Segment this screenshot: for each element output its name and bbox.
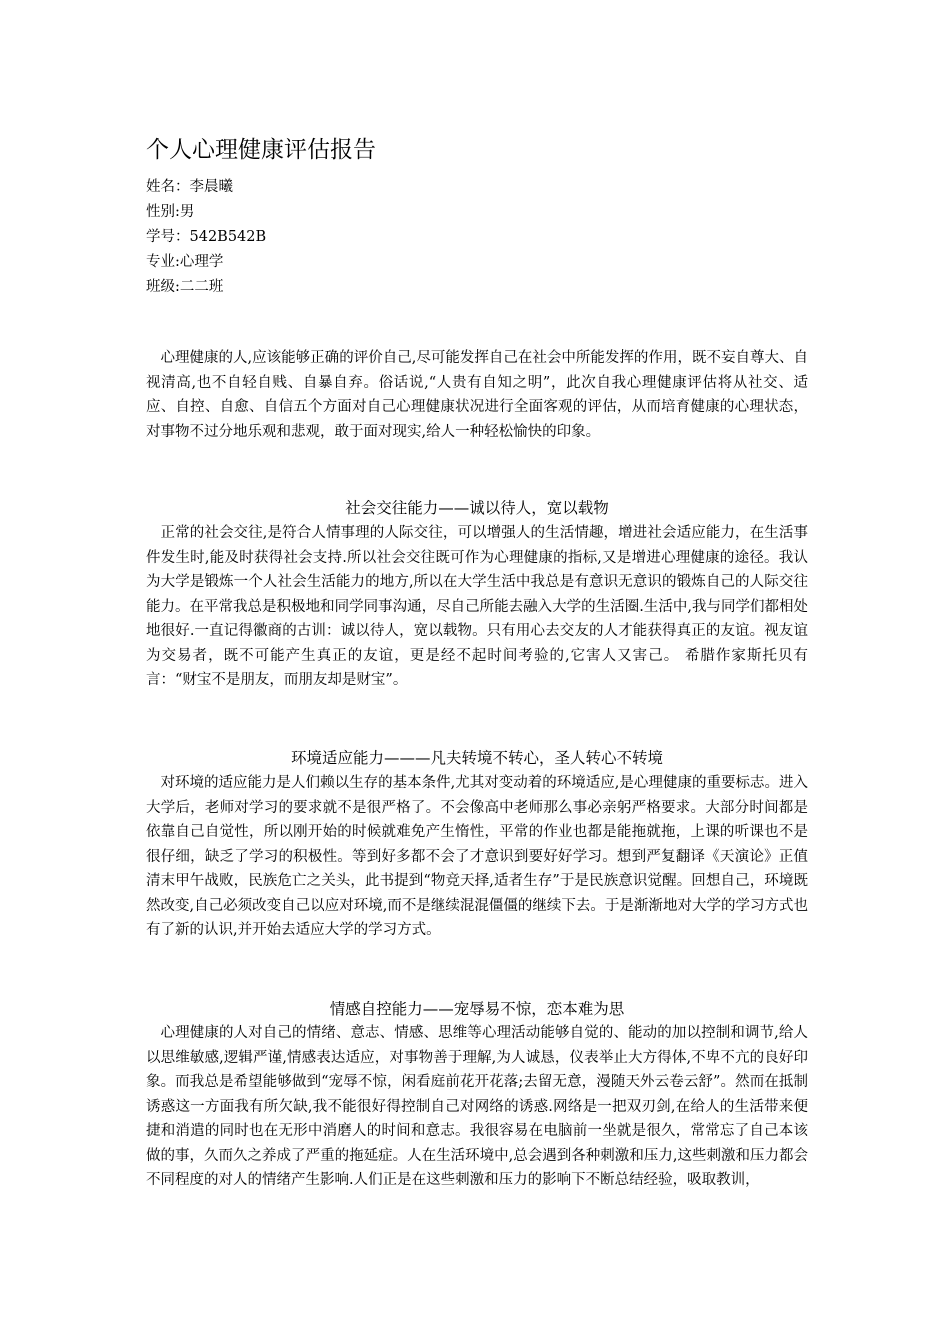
- gender-field: 性别:男: [146, 204, 195, 220]
- section-heading-adaptation: 环境适应能力———凡夫转境不转心，圣人转心不转境: [290, 749, 663, 767]
- page-title: 个人心理健康评估报告: [146, 137, 376, 163]
- section-heading-social: 社会交往能力——诚以待人，宽以载物: [345, 499, 609, 517]
- student-id-field: 学号：542B542B: [146, 229, 267, 245]
- intro-paragraph: 心理健康的人,应该能够正确的评价自己,尽可能发挥自己在社会中所能发挥的作用，既不妄自尊大、自视清高,也不自轻自贱、自暴自弃。俗话说,“人贵有自知之明”，此次自我心理健康评估将从社交、适应、自控、自愈、自信五个方面对自己心理健康状况进行全面客观的评估，从而培育健康的心理状态，对事物不过分地乐观和悲观，敢于面对现实,给人一种轻松愉快的印象。: [146, 350, 808, 440]
- section-body-adaptation: 对环境的适应能力是人们赖以生存的基本条件,尤其对变动着的环境适应,是心理健康的重要标志。进入大学后，老师对学习的要求就不是很严格了。不会像高中老师那么事必亲躬严格要求。大部分时间都是依靠自己自觉性，所以刚开始的时候就难免产生惰性，平常的作业也都是能拖就拖，上课的听课也不是很仔细，缺乏了学习的积极性。等到好多都不会了才意识到要好好学习。想到严复翻译《天演论》正值清末甲午战败，民族危亡之关头，此书提到“物竞天择,适者生存”于是民族意识觉醒。回想自己，环境既然改变,自己必须改变自己以应对环境,而不是继续混混僵僵的继续下去。于是渐渐地对大学的学习方式也有了新的认识,并开始去适应大学的学习方式。: [146, 775, 808, 938]
- student-info: [146, 175, 806, 300]
- section-heading-self-control: 情感自控能力——宠辱易不惊，恋本难为思: [329, 1000, 625, 1018]
- class-field: 班级:二二班: [146, 279, 224, 295]
- major-field: 专业:心理学: [146, 254, 224, 270]
- name-field: 姓名：李晨曦: [146, 179, 233, 195]
- section-body-social: 正常的社会交往,是符合人情事理的人际交往，可以增强人的生活情趣，增进社会适应能力，在生活事件发生时,能及时获得社会支持.所以社会交往既可作为心理健康的指标,又是增进心理健康的途径。我认为大学是锻炼一个人社会生活能力的地方,所以在大学生活中我总是有意识无意识的锻炼自己的人际交往能力。在平常我总是积极地和同学同事沟通，尽自己所能去融入大学的生活圈.生活中,我与同学们都相处地很好.一直记得徽商的古训：诚以待人，宽以载物。只有用心去交友的人才能获得真正的友谊。视友谊为交易者，既不可能产生真正的友谊，更是经不起时间考验的,它害人又害己。 希腊作家斯托贝有言：“财宝不是朋友，而朋友却是财宝”。: [146, 525, 808, 688]
- section-body-self-control: 心理健康的人对自己的情绪、意志、情感、思维等心理活动能够自觉的、能动的加以控制和调节,给人以思维敏感,逻辑严谨,情感表达适应，对事物善于理解,为人诚恳，仪表举止大方得体,不卑不亢的良好印象。而我总是希望能够做到“宠辱不惊，闲看庭前花开花落;去留无意，漫随天外云卷云舒”。然而在抵制诱惑这一方面我有所欠缺,我不能很好得控制自己对网络的诱惑.网络是一把双刃剑,在给人的生活带来便捷和消遣的同时也在无形中消磨人的时间和意志。我很容易在电脑前一坐就是很久，常常忘了自己本该做的事，久而久之养成了严重的拖延症。人在生活环境中,总会遇到各种刺激和压力,这些刺激和压力都会不同程度的对人的情绪产生影响.人们正是在这些刺激和压力的影响下不断总结经验，吸取教训，: [146, 1025, 808, 1188]
